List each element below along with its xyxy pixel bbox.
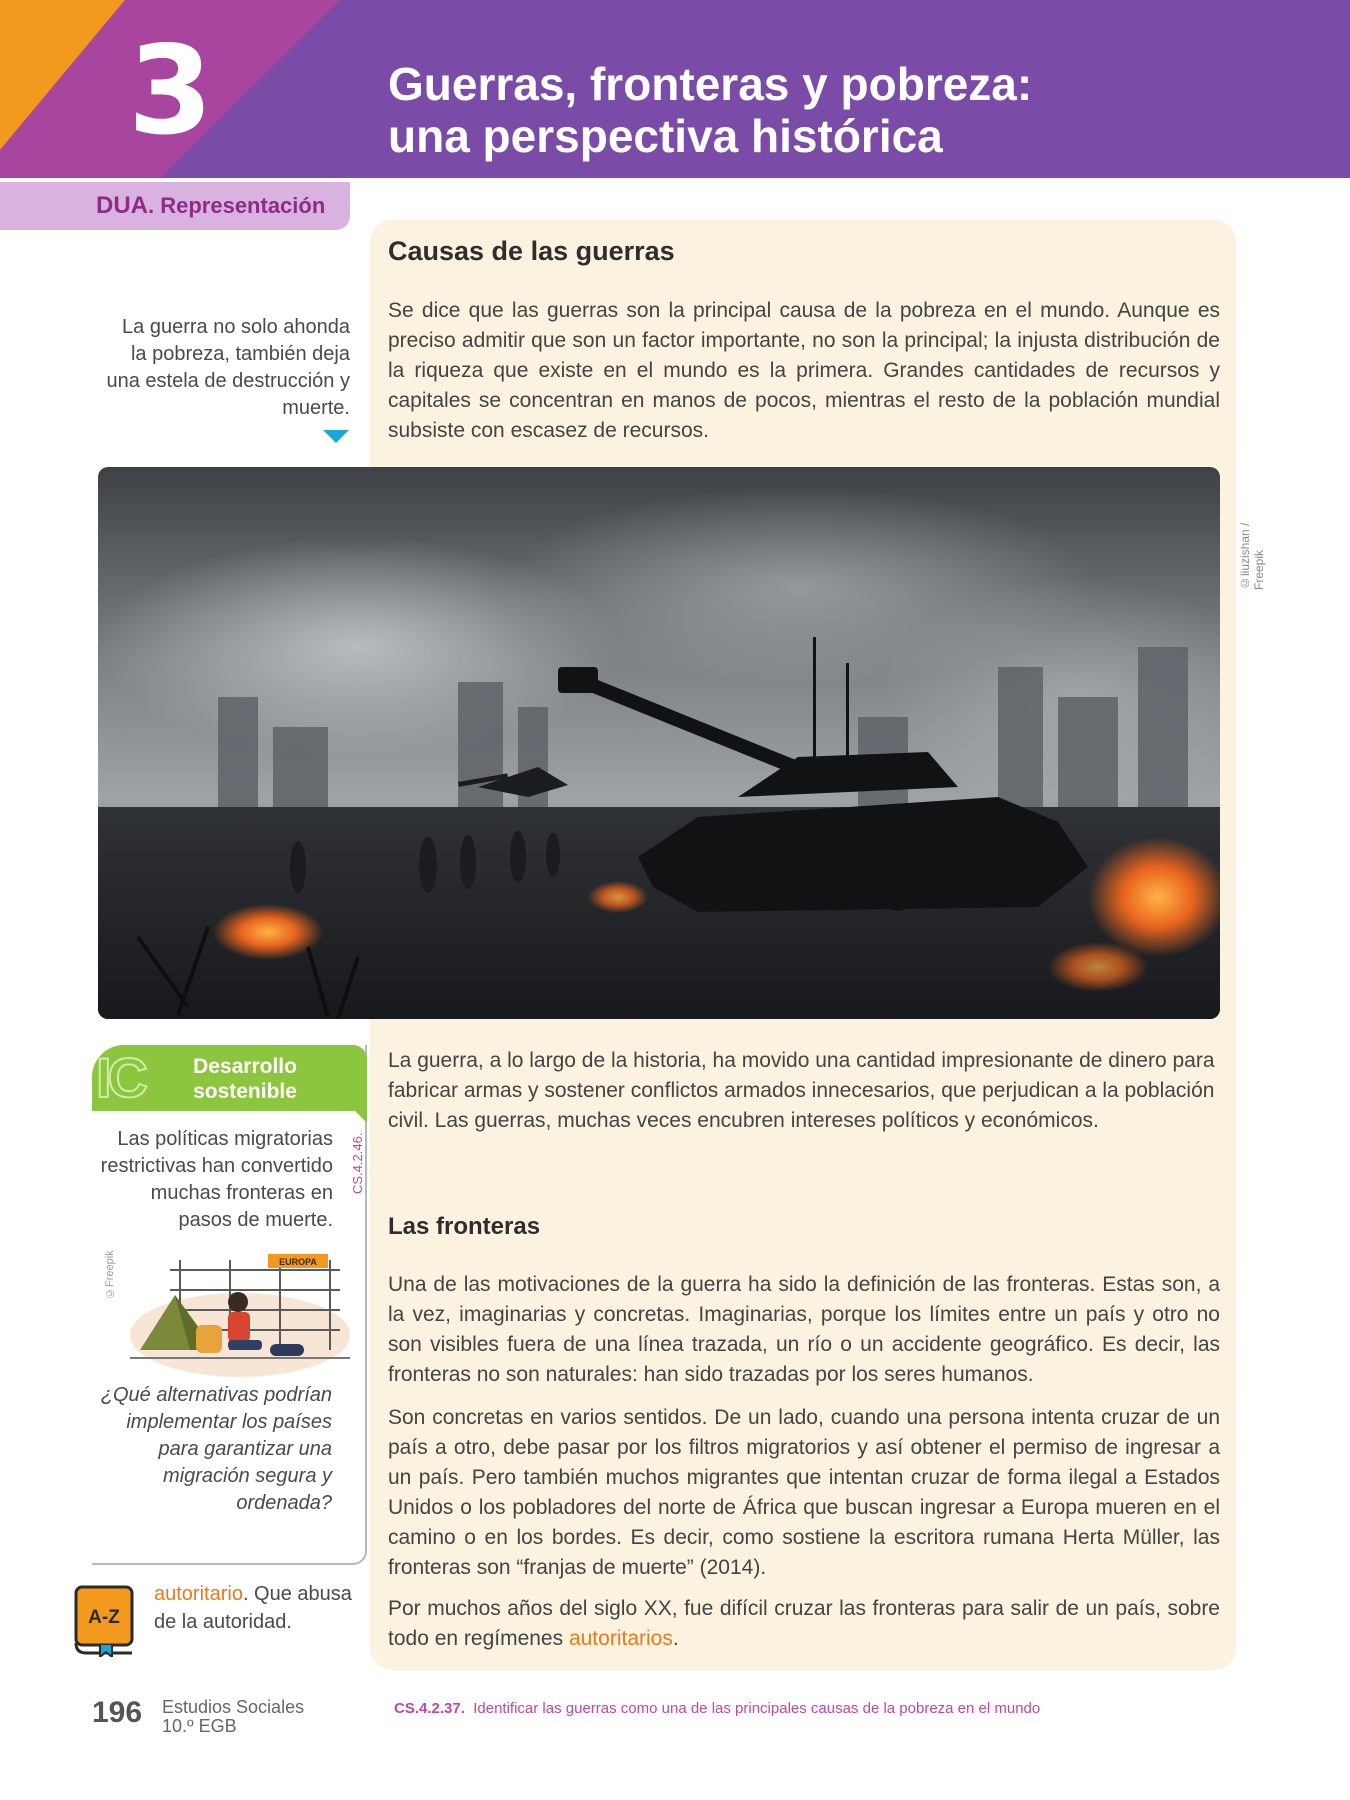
war-paragraph: La guerra, a lo largo de la historia, ha movido una cantidad impresionante de dinero para fabricar armas y sostener conflictos armados innecesarios, que perjudican a la población civil. Las guerras, muchas veces encubren intereses políticos y económicos. <box>388 1049 1215 1132</box>
photo-credit: ©liuzishan / Freepik <box>1238 522 1266 590</box>
curriculum-code-vertical: CS.4.2.46. <box>350 1132 365 1194</box>
question-line: ¿Qué alternativas podrían <box>100 1384 332 1406</box>
sustainable-text-line: restrictivas han convertido <box>100 1155 333 1177</box>
unit-title-line2: una perspectiva histórica <box>388 110 943 162</box>
sustainable-title-line: sostenible <box>193 1080 297 1103</box>
migrant-illustration <box>130 1240 350 1380</box>
reflection-question <box>92 1382 332 1517</box>
objective-code: CS.4.2.37. <box>394 1700 465 1717</box>
side-note-line: muerte. <box>282 397 350 419</box>
p3-text-after: . <box>672 1627 679 1650</box>
p3-text-before: Por muchos años del siglo XX, fue difícil cruzar las fronteras para salir de un país, sobre todo en regímenes <box>388 1597 1220 1650</box>
subject-label <box>162 1698 304 1736</box>
fronteras-paragraph-1: Una de las motivaciones de la guerra ha sido la definición de las fronteras. Estas son, a la vez, imaginarias y concretas. Imaginarias, porque los límites entre un país y otro no son visibles fuera de una línea trazada, un río o un accidente geográfico. Es decir, las fronteras no son naturales: han sido trazadas por los seres humanos. <box>388 1273 1220 1386</box>
glossary-entry <box>154 1580 364 1636</box>
sustainable-text <box>88 1126 333 1234</box>
ic-badge-icon: IC <box>96 1046 144 1109</box>
fronteras-paragraph-3 <box>388 1594 1220 1654</box>
war-scene-illustration <box>98 467 1220 1019</box>
section-heading-causas: Causas de las guerras <box>388 236 675 266</box>
objective-text: Identificar las guerras como una de las principales causas de la pobreza en el mundo <box>473 1700 1041 1717</box>
triangle-down-icon <box>323 430 349 443</box>
europa-sign: EUROPA <box>279 1257 317 1267</box>
fronteras-paragraph-2: Son concretas en varios sentidos. De un lado, cuando una persona intenta cruzar de un país a otro, debe pasar por los filtros migratorios y así obtener el permiso de ingresar a un país. Pero también muchos migrantes que intentan cruzar de forma ilegal a Estados Unidos o los pobladores del norte de África que buscan ingresar a Europa mueren en el camino o en los bordes. Es decir, como sostiene la escritora rumana Herta Müller, las fronteras son “franjas de muerte” (2014). <box>388 1406 1220 1579</box>
sustainable-text-line: Las políticas migratorias <box>117 1128 333 1150</box>
question-line: implementar los países <box>126 1411 332 1433</box>
question-line: ordenada? <box>236 1492 332 1514</box>
question-line: para garantizar una <box>158 1438 332 1460</box>
question-line: migración segura y <box>163 1465 332 1487</box>
sustainable-title-line: Desarrollo <box>193 1055 297 1078</box>
sustainable-title <box>180 1054 310 1104</box>
header-notch <box>352 1108 367 1123</box>
dua-type: . Representación <box>148 193 326 218</box>
side-note <box>90 314 350 422</box>
illustration-credit: ©Freepik <box>104 1250 116 1299</box>
causas-paragraph: Se dice que las guerras son la principal causa de la pobreza en el mundo. Aunque es preciso admitir que son un factor importante, no son la principal; la injusta distribución de la riqueza que existe en el mundo es la primera. Grandes cantidades de recursos y capitales se concentran en manos de pocos, mientras el resto de la población mundial subsiste con escasez de recursos. <box>388 299 1220 442</box>
side-note-line: la pobreza, también deja <box>130 343 350 365</box>
border-fence-illustration <box>130 1240 350 1380</box>
war-photo <box>98 467 1220 1019</box>
dictionary-icon <box>72 1585 136 1657</box>
glossary-book-svg <box>72 1585 136 1657</box>
section-heading-fronteras: Las fronteras <box>388 1213 541 1240</box>
unit-number: 3 <box>128 20 213 162</box>
subject-line: Estudios Sociales <box>162 1697 305 1717</box>
page-number: 196 <box>92 1696 143 1729</box>
side-note-line: La guerra no solo ahonda <box>122 316 350 338</box>
dua-label: DUA <box>96 192 148 219</box>
footer-objective <box>394 1700 1040 1717</box>
side-note-line: una estela de destrucción y <box>106 370 350 392</box>
unit-title <box>388 58 1288 162</box>
glossary-definition: . Que abusa de la autoridad. <box>154 1583 352 1633</box>
unit-title-line1: Guerras, fronteras y pobreza: <box>388 58 1033 110</box>
sustainable-text-line: pasos de muerte. <box>178 1209 333 1231</box>
grade-line: 10.º EGB <box>162 1716 237 1736</box>
dua-tab <box>0 182 350 230</box>
sustainable-text-line: muchas fronteras en <box>150 1182 333 1204</box>
glossary-term-link[interactable]: autoritarios <box>568 1627 673 1650</box>
unit-header <box>0 0 1350 178</box>
az-label: A-Z <box>88 1607 120 1628</box>
glossary-term: autoritario <box>154 1583 243 1605</box>
